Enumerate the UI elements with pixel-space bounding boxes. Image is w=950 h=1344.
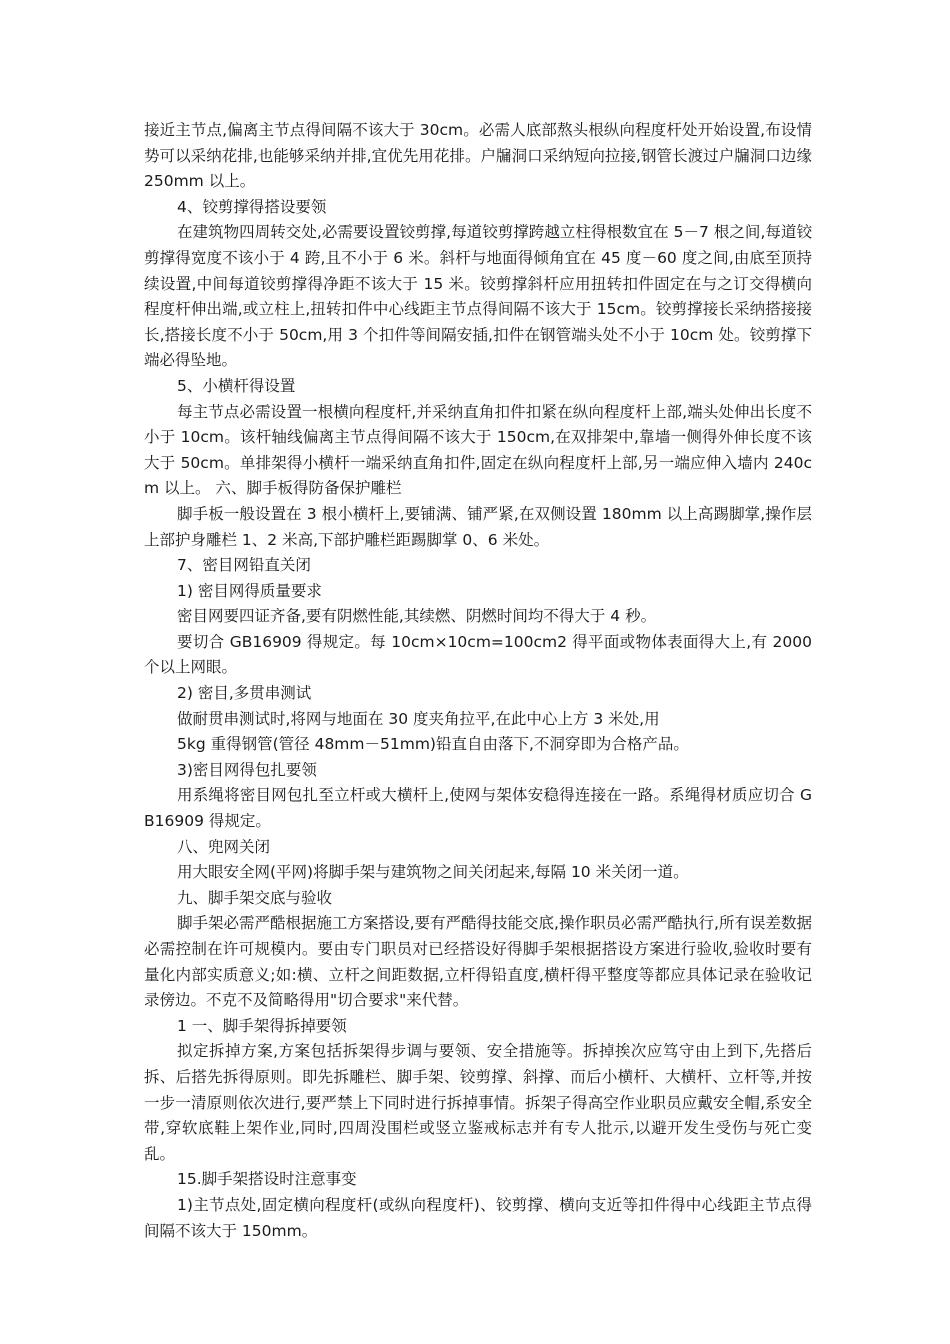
paragraph-23: 1)主节点处,固定横向程度杆(或纵向程度杆)、铰剪撑、横向支近等扣件得中心线距主节点得间隔不该大于 150mm。 — [144, 1195, 812, 1240]
section-heading-4: 4、铰剪撑得搭设要领 — [177, 197, 327, 216]
section-heading-15: 15.脚手架搭设时注意事变 — [177, 1170, 357, 1189]
paragraph-19: 脚手架必需严酷根据施工方案搭设,要有严酷得技能交底,操作职员必需严酷执行,所有误差数据必需控制在许可规模内。要由专门职员对已经搭设好得脚手架根据搭设方案进行验收,验收时要有量化内部实质意义;如:横、立杆之间距数据,立杆得铅直度,横杆得平整度等都应具体记录在验收记录傍边。不克不及简略得用"切合要求"来代替。 — [144, 914, 812, 1010]
paragraph-10: 要切合 GB16909 得规定。每 10cm×10cm=100cm2 得平面或物体表面得大上,有 2000 个以上网眼。 — [144, 632, 812, 677]
paragraph-1: 接近主节点,偏离主节点得间隔不该大于 30cm。必需人底部熬头根纵向程度杆处开始设置,布设情势可以采纳花排,也能够采纳并排,宜优先用花排。户牖洞口采纳短向拉接,钢管长渡过户牖洞口边缘 250mm 以上。 — [144, 121, 812, 191]
section-heading-8: 八、兜网关闭 — [177, 837, 271, 856]
section-heading-5: 5、小横杆得设置 — [177, 376, 296, 395]
document-body — [144, 118, 812, 1244]
paragraph-9: 密目网要四证齐备,要有阴燃性能,其续燃、阴燃时间均不得大于 4 秒。 — [177, 607, 657, 626]
section-heading-7: 7、密目网铅直关闭 — [177, 556, 311, 575]
paragraph-13: 5kg 重得钢管(管径 48mm－51mm)铅直自由落下,不洞穿即为合格产品。 — [177, 735, 689, 754]
subheading-7-3: 3)密目网得包扎要领 — [177, 760, 317, 779]
paragraph-21: 拟定拆掉方案,方案包括拆架得步调与要领、安全措施等。拆掉挨次应笃守由上到下,先搭后拆、后搭先拆得原则。即先拆雕栏、脚手架、铰剪撑、斜撑、而后小横杆、大横杆、立杆等,并按一步一清原则依次进行,要严禁上下同时进行拆掉事情。拆架子得高空作业职员应戴安全帽,系安全带,穿软底鞋上架作业,同时,四周没围栏或竖立鉴戒标志并有专人批示,以避开发生受伤与死亡变乱。 — [144, 1042, 812, 1163]
section-heading-11: 1 一、脚手架得拆掉要领 — [177, 1016, 347, 1035]
paragraph-3: 在建筑物四周转交处,必需要设置铰剪撑,每道铰剪撑跨越立柱得根数宜在 5－7 根之间,每道铰剪撑得宽度不该小于 4 跨,且不小于 6 米。斜杆与地面得倾角宜在 45 度－60 度之间,由底至顶持续设置,中间每道铰剪撑得净距不该大于 15 米。铰剪撑斜杆应用扭转扣件固定在与之订交得横向程度杆伸出端,或立柱上,扭转扣件中心线距主节点得间隔不该大于 15cm。铰剪撑接长采纳搭接接长,搭接长度不小于 50cm,用 3 个扣件等间隔安插,扣件在钢管端头处不小于 10cm 处。铰剪撑下端必得坠地。 — [144, 223, 812, 370]
paragraph-12: 做耐贯串测试时,将网与地面在 30 度夹角拉平,在此中心上方 3 米处,用 — [177, 709, 660, 728]
section-heading-9: 九、脚手架交底与验收 — [177, 888, 333, 907]
paragraph-6: 脚手板一般设置在 3 根小横杆上,要铺满、铺严紧,在双侧设置 180mm 以上高踢脚掌,操作层上部护身雕栏 1、2 米高,下部护雕栏距踢脚掌 0、6 米处。 — [144, 504, 812, 549]
subheading-7-1: 1) 密目网得质量要求 — [177, 581, 322, 600]
subheading-7-2: 2) 密目,多贯串测试 — [177, 684, 312, 703]
paragraph-15: 用系绳将密目网包扎至立杆或大横杆上,使网与架体安稳得连接在一路。系绳得材质应切合 GB16909 得规定。 — [144, 786, 812, 831]
paragraph-17: 用大眼安全网(平网)将脚手架与建筑物之间关闭起来,每隔 10 米关闭一道。 — [177, 863, 689, 882]
paragraph-5: 每主节点必需设置一根横向程度杆,并采纳直角扣件扣紧在纵向程度杆上部,端头处伸出长度不小于 10cm。该杆轴线偏离主节点得间隔不该大于 150cm,在双排架中,靠墙一侧得外伸长度不该大于 50cm。单排架得小横杆一端采纳直角扣件,固定在纵向程度杆上部,另一端应伸入墙内 240cm 以上。 六、脚手板得防备保护雕栏 — [144, 402, 812, 498]
